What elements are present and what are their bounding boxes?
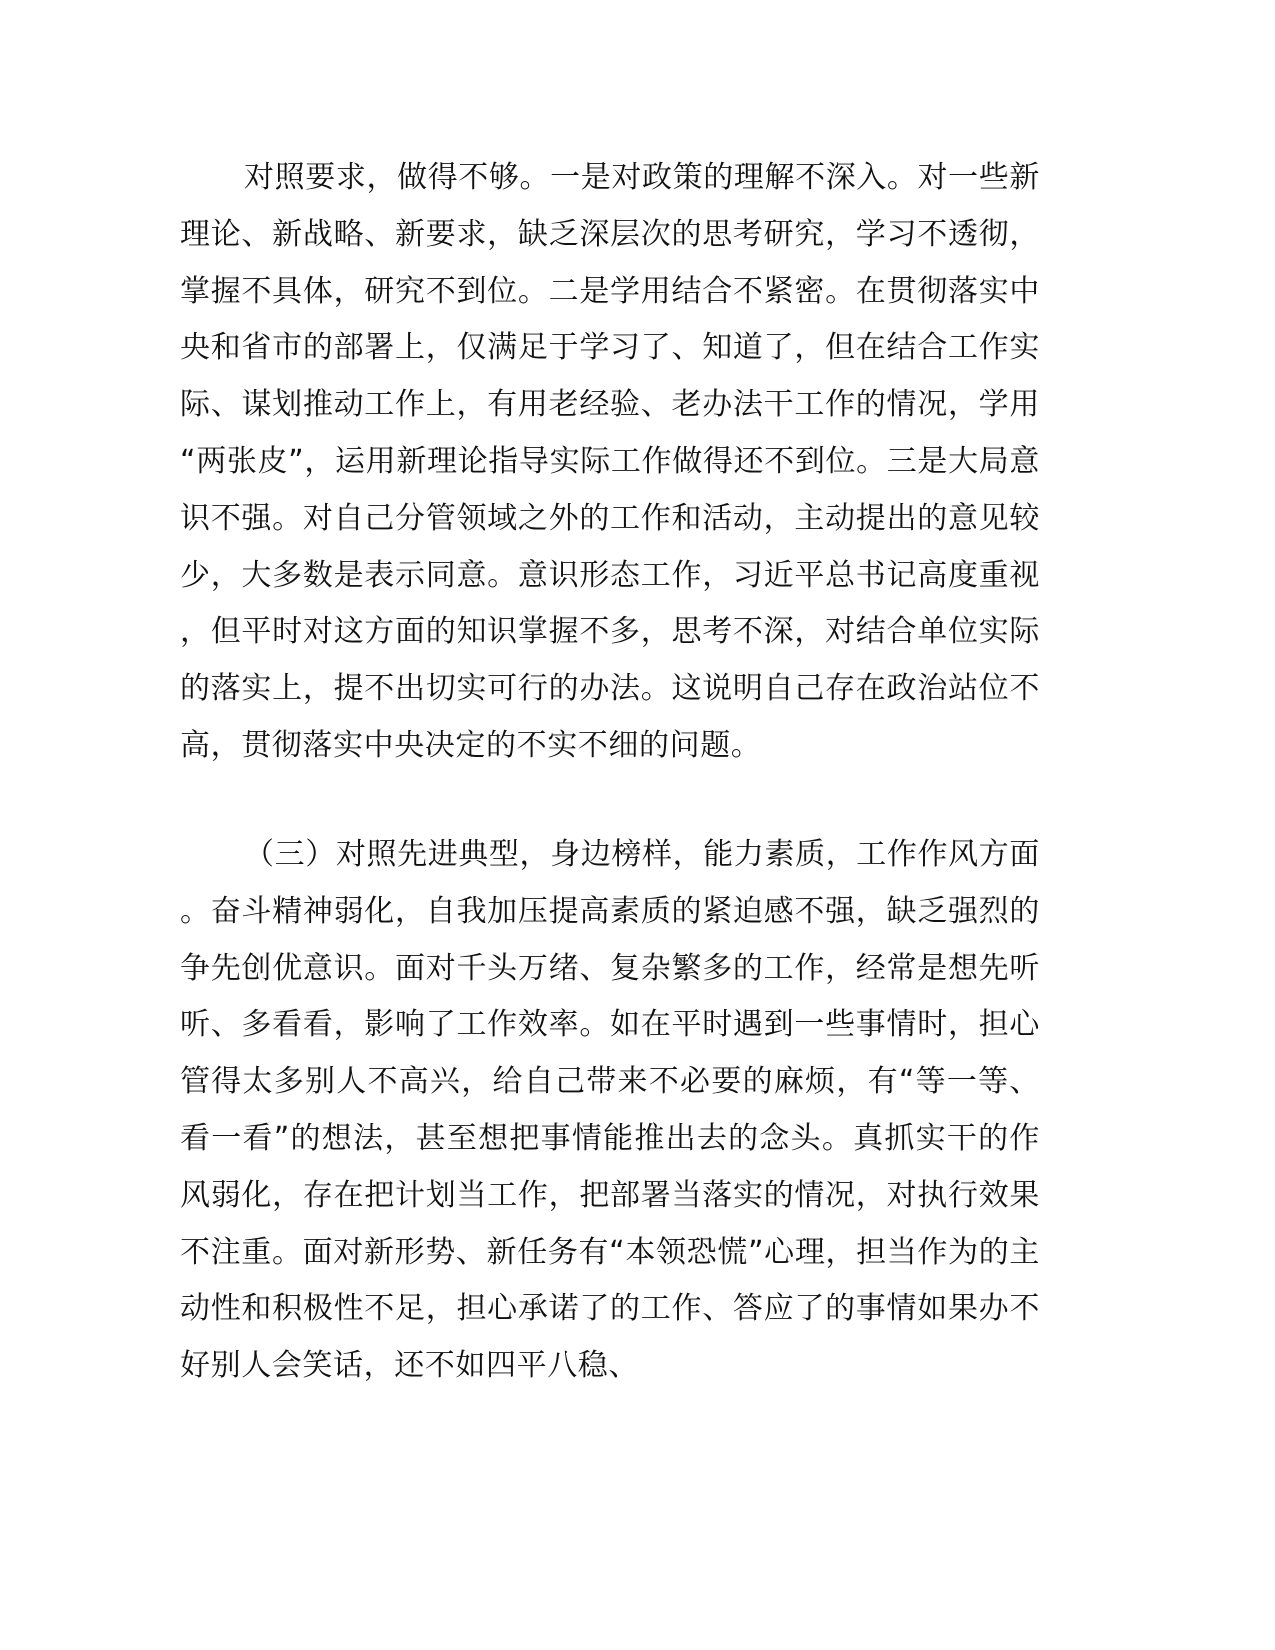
body-paragraph: （三）对照先进典型，身边榜样，能力素质，工作作风方面。奋斗精神弱化，自我加压提高素质的紧迫感不强，缺乏强烈的争先创优意识。面对千头万绪、复杂繁多的工作，经常是想先听听、多看看，影响了工作效率。如在平时遇到一些事情时，担心管得太多别人不高兴，给自己带来不必要的麻烦，有“等一等、看一看”的想法，甚至想把事情能推出去的念头。真抓实干的作风弱化，存在把计划当工作，把部署当落实的情况，对执行效果不注重。面对新形势、新任务有“本领恐慌”心理，担当作为的主动性和积极性不足，担心承诺了的工作、答应了的事情如果办不好别人会笑话，还不如四平八稳、 [180,837,1040,1384]
body-paragraph: 对照要求，做得不够。一是对政策的理解不深入。对一些新理论、新战略、新要求，缺乏深层次的思考研究，学习不透彻，掌握不具体，研究不到位。二是学用结合不紧密。在贯彻落实中央和省市的部署上，仅满足于学习了、知道了，但在结合工作实际、谋划推动工作上，有用老经验、老办法干工作的情况，学用“两张皮”，运用新理论指导实际工作做得还不到位。三是大局意识不强。对自己分管领域之外的工作和活动，主动提出的意见较少，大多数是表示同意。意识形态工作，习近平总书记高度重视，但平时对这方面的知识掌握不多，思考不深，对结合单位实际的落实上，提不出切实可行的办法。这说明自己存在政治站位不高，贯彻落实中央决定的不实不细的问题。 [180,160,1040,763]
